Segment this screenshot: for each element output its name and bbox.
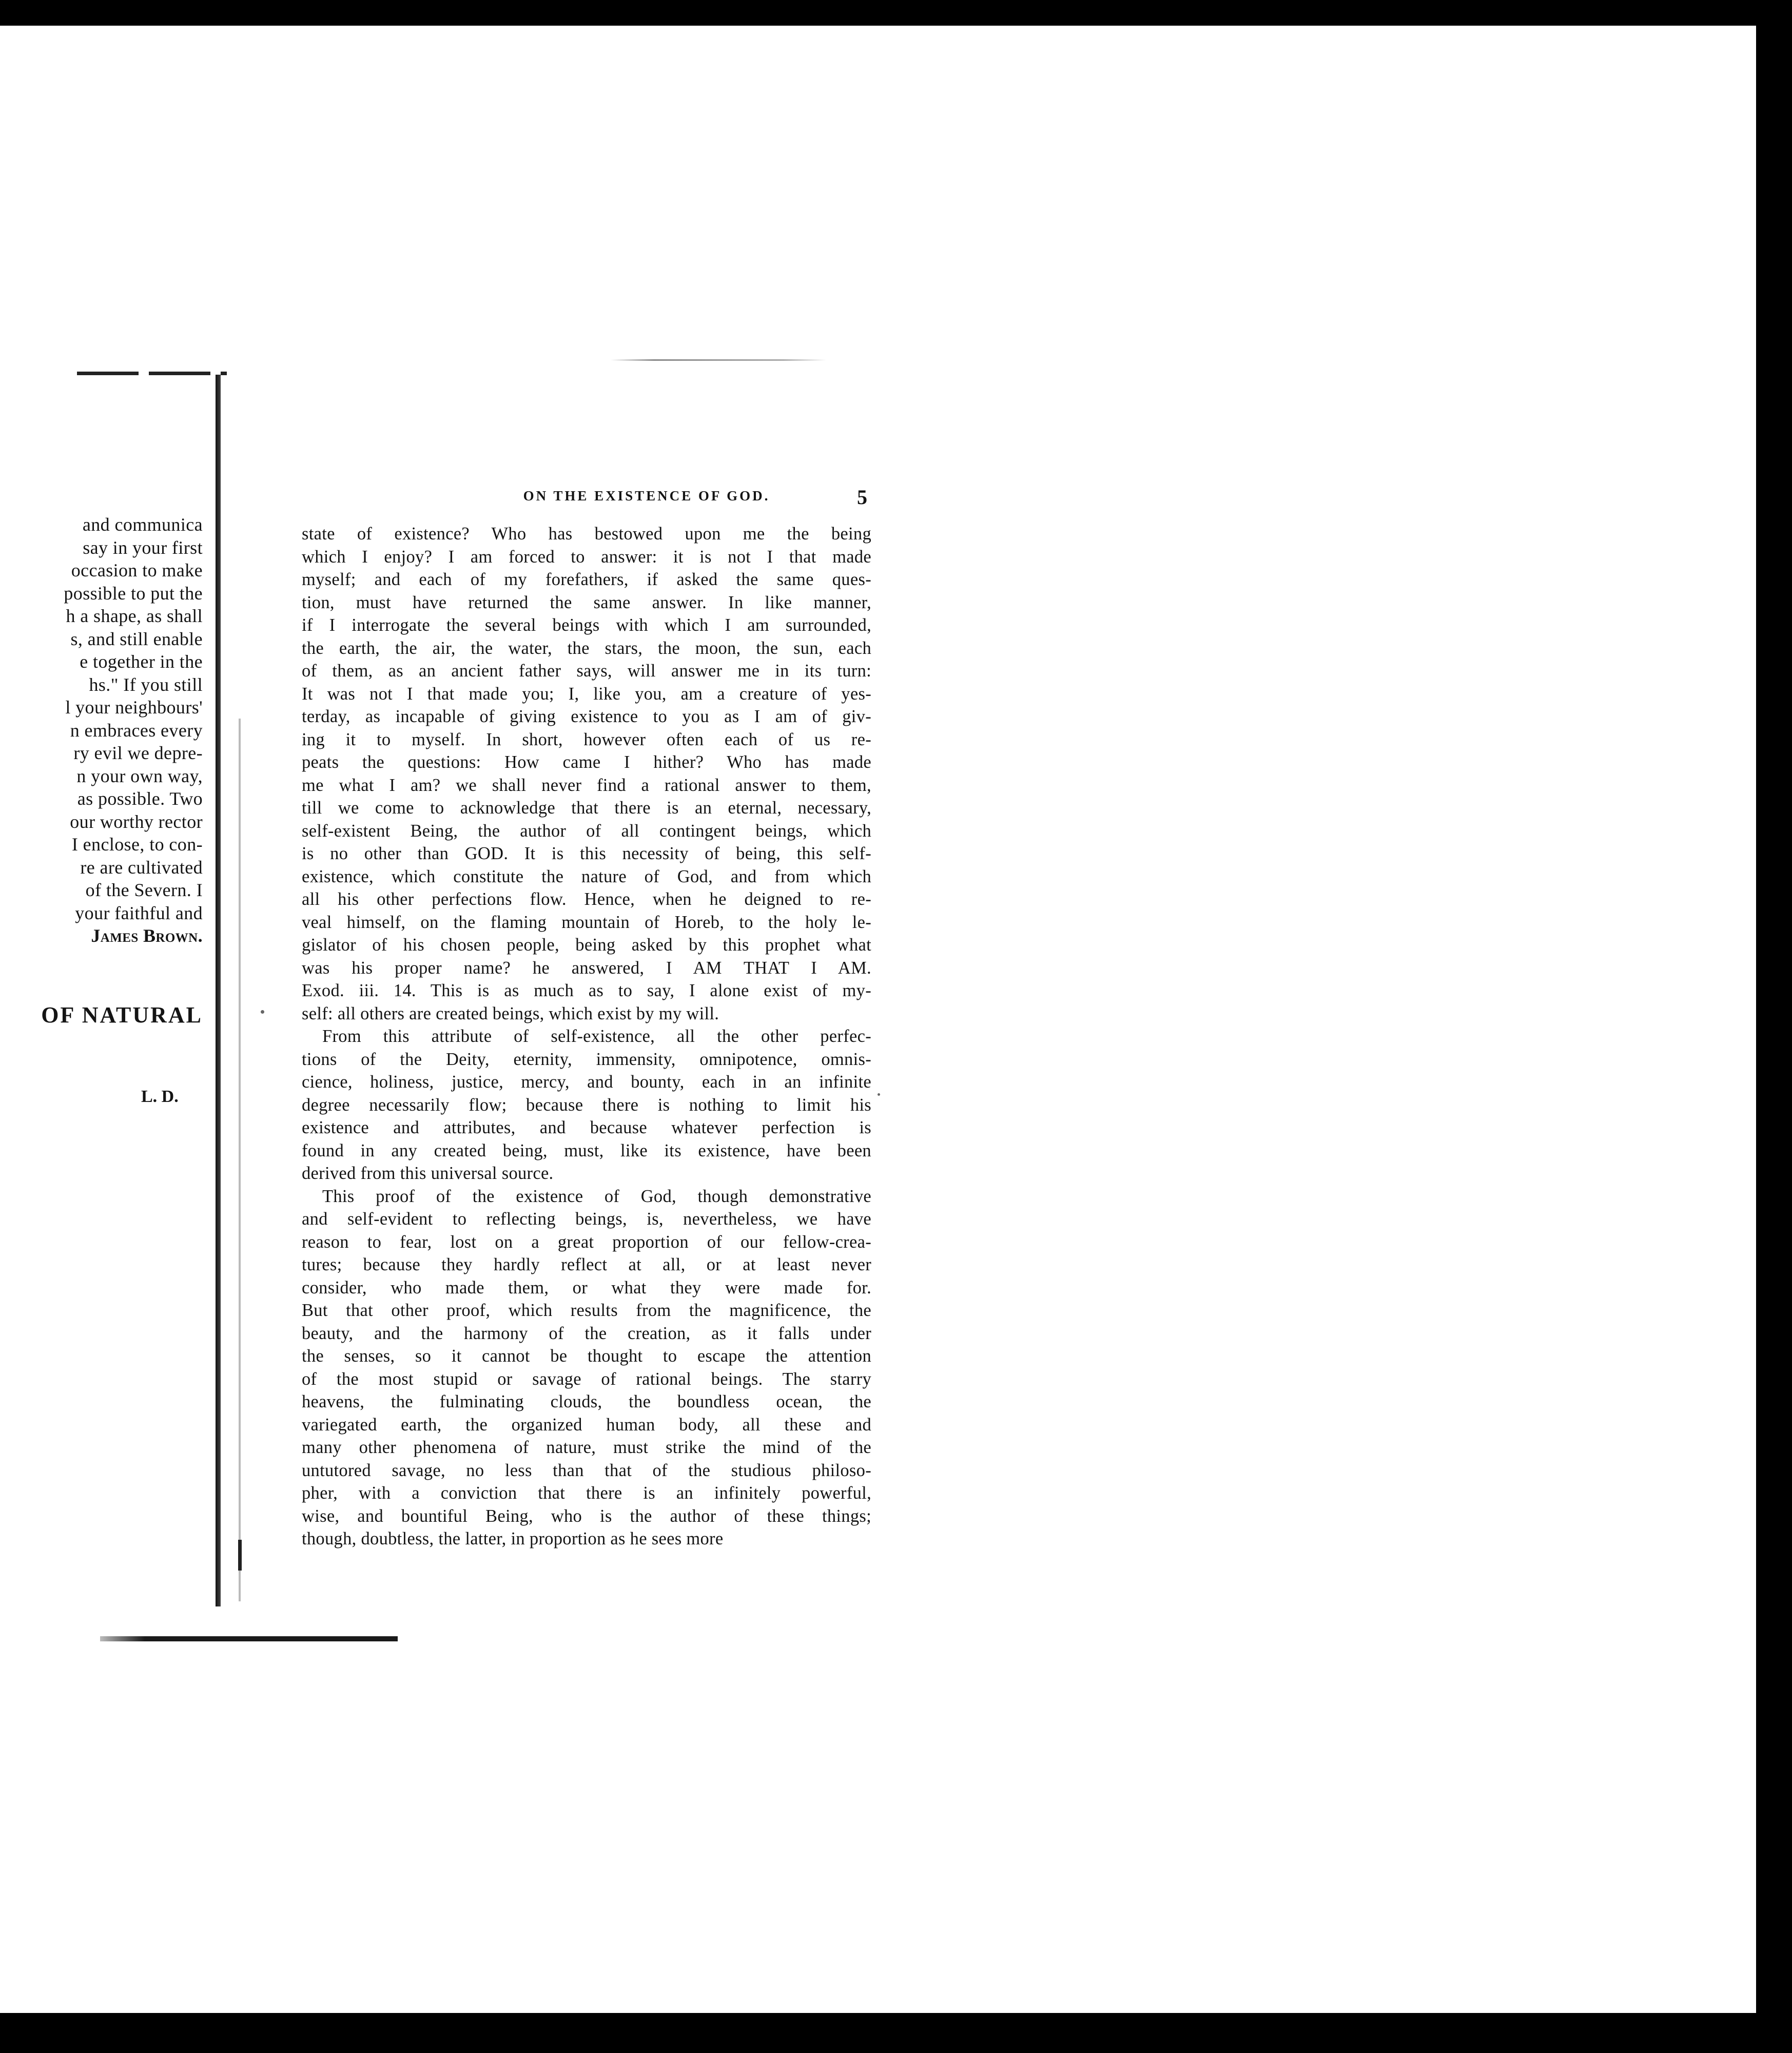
left-section-heading: OF NATURAL (41, 1002, 203, 1028)
body-text-line: the earth, the air, the water, the stars, the moon, the sun, each (302, 638, 871, 658)
body-text-line: gislator of his chosen people, being asked by this prophet what (302, 935, 871, 955)
left-text-line: h a shape, as shall (66, 606, 203, 626)
body-text-line: self-existent Being, the author of all contingent beings, which (302, 821, 871, 841)
left-text-line: n embraces every (70, 720, 203, 741)
bottom-rule (100, 1636, 398, 1641)
left-text-line (0, 1129, 203, 1152)
left-clipped-column (0, 513, 203, 1601)
left-text-line: your faithful and (75, 902, 203, 923)
left-text-line (0, 1496, 203, 1519)
body-text-line: derived from this universal source. (302, 1164, 554, 1183)
left-paragraph-1 (0, 513, 203, 947)
left-text-line (0, 1289, 203, 1312)
body-text-line: This proof of the existence of God, though demonstrative (322, 1186, 871, 1206)
left-text-line: hs." If you still (89, 674, 203, 695)
left-text-line (0, 1335, 203, 1358)
left-text-line (0, 1244, 203, 1267)
left-text-line (0, 1428, 203, 1451)
left-text-line: ry evil we depre- (73, 743, 203, 763)
body-text-line: tures; because they hardly reflect at all, or at least never (302, 1255, 871, 1274)
running-head (457, 488, 867, 509)
left-paragraph-3 (0, 1405, 203, 1519)
fold-mark (238, 1540, 242, 1571)
left-text-line (0, 1358, 203, 1381)
body-text-line: me what I am? we shall never find a rational answer to them, (302, 775, 871, 795)
signature: James Brown. (91, 925, 203, 946)
body-text-line: of the most stupid or savage of rational beings. The starry (302, 1369, 871, 1389)
page-number: 5 (857, 486, 867, 509)
faint-top-rule (611, 359, 826, 361)
body-text-line: heavens, the fulminating clouds, the boundless ocean, the (302, 1392, 871, 1411)
left-text-line: our worthy rector (70, 811, 203, 832)
left-text-line (0, 1381, 203, 1404)
body-text-line: terday, as incapable of giving existence to you as I am of giv- (302, 707, 871, 726)
body-text-line: and self-evident to reflecting beings, is, nevertheless, we have (302, 1209, 871, 1229)
body-text-line: all his other perfections flow. Hence, when he deigned to re- (302, 889, 871, 909)
left-text-line (0, 1221, 203, 1244)
body-text-line: found in any created being, must, like its existence, have been (302, 1140, 871, 1160)
body-text-line: state of existence? Who has bestowed upon me the being (302, 524, 871, 544)
left-text-line (0, 1266, 203, 1289)
body-text-line: peats the questions: How came I hither? Who has made (302, 752, 871, 772)
left-text-line: I enclose, to con- (71, 834, 203, 855)
body-text-line: beauty, and the harmony of the creation, as it falls under (302, 1323, 871, 1343)
body-text-line: wise, and bountiful Being, who is the author of these things; (302, 1506, 871, 1526)
left-paragraph-2 (0, 1129, 203, 1403)
body-text-line: consider, who made them, or what they were made for. (302, 1277, 871, 1297)
body-text-line: myself; and each of my forefathers, if asked the same ques- (302, 570, 871, 589)
body-text-line: ing it to myself. In short, however often each of us re- (302, 729, 871, 749)
body-text-line: of them, as an ancient father says, will answer me in its turn: (302, 661, 871, 681)
body-text-line: was his proper name? he answered, I AM THAT I AM. (302, 958, 871, 978)
body-text-line: pher, with a conviction that there is an infinitely powerful, (302, 1483, 871, 1503)
body-text-line: tion, must have returned the same answer. In like manner, (302, 592, 871, 612)
left-text-line (0, 1152, 203, 1175)
body-text-line: which I enjoy? I am forced to answer: it is not I that made (302, 547, 871, 567)
body-text-line: degree necessarily flow; because there is nothing to limit his (302, 1095, 871, 1115)
left-text-line (0, 1405, 203, 1428)
body-text-line: if I interrogate the several beings with which I am surrounded, (302, 615, 871, 635)
body-text-line: existence and attributes, and because whatever perfection is (302, 1118, 871, 1137)
body-text-line: It was not I that made you; I, like you, am a creature of yes- (302, 684, 871, 704)
body-text-line: variegated earth, the organized human body, all these and (302, 1415, 871, 1435)
left-text-line: as possible. Two (77, 788, 203, 809)
body-text-line: the senses, so it cannot be thought to escape the attention (302, 1346, 871, 1366)
body-text-line: self: all others are created beings, which exist by my will. (302, 1003, 719, 1023)
body-text-line: many other phenomena of nature, must strike the mind of the (302, 1438, 871, 1457)
left-author-initials: L. D. (141, 1087, 179, 1106)
left-text-line (0, 1312, 203, 1335)
left-text-line: possible to put the (64, 583, 203, 604)
left-text-line: l your neighbours' (65, 697, 203, 718)
ink-speck (261, 1010, 264, 1014)
scanned-page (0, 26, 1756, 2013)
body-text-line: From this attribute of self-existence, all the other perfec- (322, 1026, 871, 1046)
body-text-line: tions of the Deity, eternity, immensity, omnipotence, omnis- (302, 1049, 871, 1069)
left-text-line: and communica (82, 514, 203, 535)
body-text-line: though, doubtless, the latter, in proportion as he sees more (302, 1529, 724, 1548)
page-fold-shadow (239, 719, 241, 1601)
top-dashed-rule (77, 372, 227, 375)
ink-speck (878, 1093, 880, 1096)
body-text-line: is no other than GOD. It is this necessity of being, this self- (302, 844, 871, 863)
left-text-line (0, 1450, 203, 1474)
body-text-line: veal himself, on the flaming mountain of Horeb, to the holy le- (302, 912, 871, 932)
left-text-line (0, 1474, 203, 1497)
body-text-line: untutored savage, no less than that of the studious philoso- (302, 1460, 871, 1480)
body-text-line: But that other proof, which results from the magnificence, the (302, 1301, 871, 1320)
left-text-line: e together in the (80, 651, 203, 672)
left-text-line: s, and still enable (70, 628, 203, 649)
left-text-line: say in your first (83, 537, 203, 558)
left-text-line (0, 1198, 203, 1221)
body-text-line: existence, which constitute the nature of God, and from which (302, 866, 871, 886)
body-text-line: reason to fear, lost on a great proportion of our fellow-crea- (302, 1232, 871, 1252)
running-title: ON THE EXISTENCE OF GOD. (523, 488, 770, 503)
left-text-line: occasion to make (71, 560, 203, 580)
body-text-line: cience, holiness, justice, mercy, and bounty, each in an infinite (302, 1072, 871, 1092)
body-text-line: Exod. iii. 14. This is as much as to say, I alone exist of my- (302, 981, 871, 1000)
main-text-column (302, 522, 871, 1551)
body-text-line: till we come to acknowledge that there is an eternal, necessary, (302, 798, 871, 818)
left-text-line: n your own way, (76, 765, 203, 786)
left-text-line: re are cultivated (80, 857, 203, 878)
page-fold-line (216, 375, 221, 1606)
left-text-line (0, 1175, 203, 1198)
left-text-line: of the Severn. I (85, 880, 203, 900)
